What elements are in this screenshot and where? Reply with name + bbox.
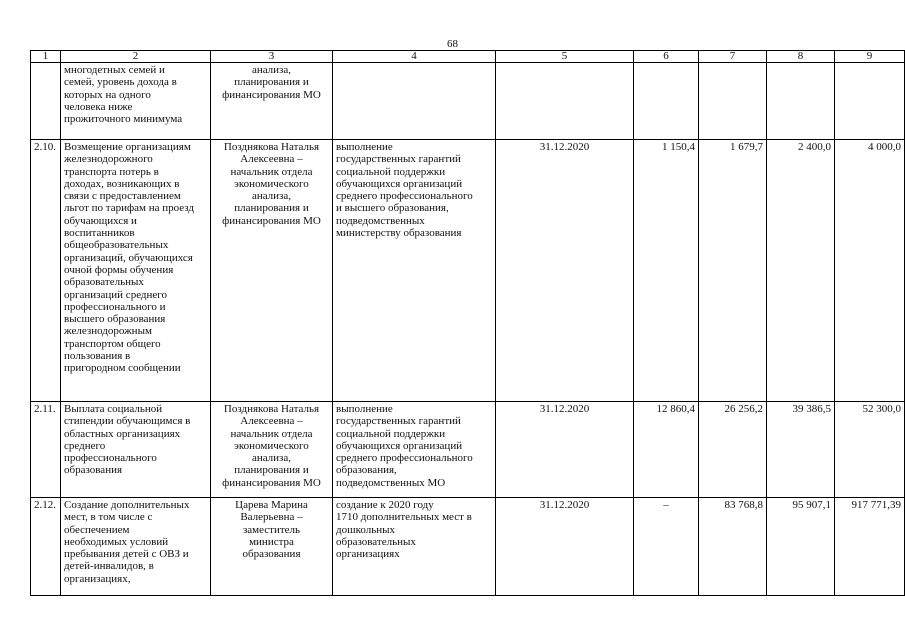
- header-cell: 8: [767, 51, 835, 63]
- header-cell: 2: [61, 51, 211, 63]
- value-col7: 1 679,7: [699, 140, 767, 402]
- value-col9: [835, 63, 905, 140]
- responsible-person: анализа, планирования и финансирования МО: [211, 63, 333, 140]
- expected-result: [333, 63, 496, 140]
- expected-result: создание к 2020 году 1710 дополнительных мест в дошкольных образовательных организациях: [333, 498, 496, 596]
- header-cell: 7: [699, 51, 767, 63]
- value-col7: 83 768,8: [699, 498, 767, 596]
- value-col9: 52 300,0: [835, 402, 905, 498]
- table-row: [31, 498, 905, 596]
- measure-name: Создание дополнительных мест, в том числе с обеспечением необходимых условий пребывания детей с ОВЗ и детей-инвалидов, в организациях,: [61, 498, 211, 596]
- value-col6: 1 150,4: [634, 140, 699, 402]
- row-number: [31, 63, 61, 140]
- row-number: 2.11.: [31, 402, 61, 498]
- table-row: [31, 63, 905, 140]
- value-col9: 4 000,0: [835, 140, 905, 402]
- value-col6: –: [634, 498, 699, 596]
- measure-name: Выплата социальной стипендии обучающимся в областных организациях среднего профессионального образования: [61, 402, 211, 498]
- page-number: 68: [447, 38, 458, 50]
- program-table: [30, 50, 905, 596]
- value-col8: 95 907,1: [767, 498, 835, 596]
- value-col6: [634, 63, 699, 140]
- value-col8: 39 386,5: [767, 402, 835, 498]
- deadline-date: 31.12.2020: [496, 140, 634, 402]
- value-col7: [699, 63, 767, 140]
- table-row: [31, 140, 905, 402]
- value-col6: 12 860,4: [634, 402, 699, 498]
- table-header-row: [31, 51, 905, 63]
- header-cell: 1: [31, 51, 61, 63]
- value-col8: 2 400,0: [767, 140, 835, 402]
- responsible-person: Позднякова Наталья Алексеевна – начальник отдела экономического анализа, планирования и финансирования МО: [211, 402, 333, 498]
- deadline-date: [496, 63, 634, 140]
- value-col8: [767, 63, 835, 140]
- header-cell: 9: [835, 51, 905, 63]
- value-col7: 26 256,2: [699, 402, 767, 498]
- deadline-date: 31.12.2020: [496, 402, 634, 498]
- row-number: 2.10.: [31, 140, 61, 402]
- responsible-person: Царева Марина Валерьевна – заместитель министра образования: [211, 498, 333, 596]
- header-cell: 6: [634, 51, 699, 63]
- measure-name: Возмещение организациям железнодорожного транспорта потерь в доходах, возникающих в связи с предоставлением льгот по тарифам на проезд обучающихся и воспитанников общеобразовательных организаций, обучающихся очной формы обучения образовательных организаций среднего профессионального и высшего образования железнодорожным транспортом общего пользования в пригородном сообщении: [61, 140, 211, 402]
- measure-name: многодетных семей и семей, уровень дохода в которых на одного человека ниже прожиточного минимума: [61, 63, 211, 140]
- deadline-date: 31.12.2020: [496, 498, 634, 596]
- header-cell: 5: [496, 51, 634, 63]
- row-number: 2.12.: [31, 498, 61, 596]
- header-cell: 3: [211, 51, 333, 63]
- expected-result: выполнение государственных гарантий социальной поддержки обучающихся организаций среднего профессионального и высшего образования, подведомственных министерству образования: [333, 140, 496, 402]
- value-col9: 917 771,39: [835, 498, 905, 596]
- expected-result: выполнение государственных гарантий социальной поддержки обучающихся организаций среднего профессионального образования, подведомственных МО: [333, 402, 496, 498]
- table-row: [31, 402, 905, 498]
- responsible-person: Позднякова Наталья Алексеевна – начальник отдела экономического анализа, планирования и финансирования МО: [211, 140, 333, 402]
- header-cell: 4: [333, 51, 496, 63]
